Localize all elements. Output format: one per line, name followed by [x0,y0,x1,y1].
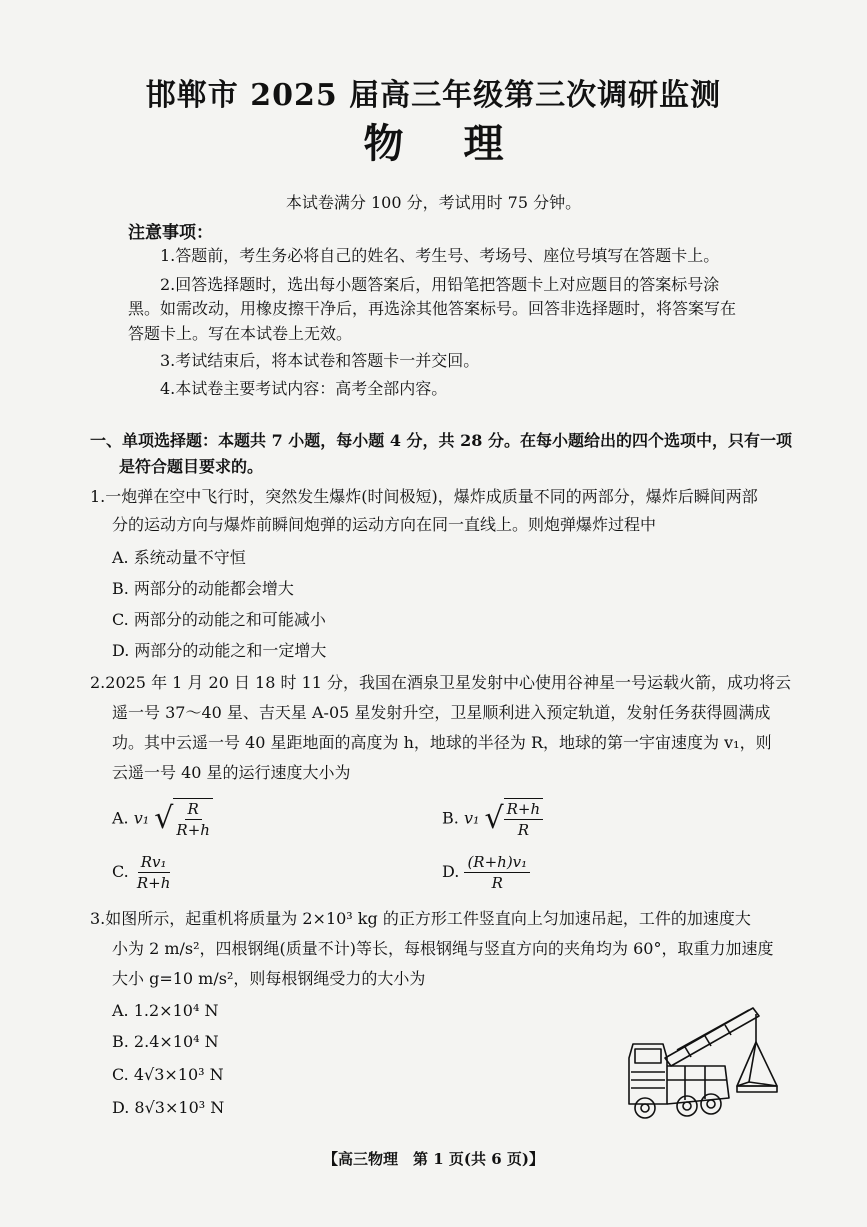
steel-ropes [737,1042,777,1086]
wheel-front [635,1098,655,1118]
q3-option-c: C. 4√3×10³ N [112,1065,224,1084]
notice-item-1: 1.答题前，考生务必将自己的姓名、考生号、考场号、座位号填写在答题卡上。 [160,246,720,265]
notice-item-2-cont2: 答题卡上。写在本试卷上无效。 [128,324,353,343]
notice-item-3: 3.考试结束后，将本试卷和答题卡一并交回。 [160,351,480,370]
exam-info: 本试卷满分 100 分，考试用时 75 分钟。 [285,193,582,212]
section-heading: 一、单项选择题：本题共 7 小题，每小题 4 分，共 28 分。在每小题给出的四个选项中，只有一项 [90,431,792,450]
notice-item-4: 4.本试卷主要考试内容：高考全部内容。 [160,379,448,398]
sqrt-symbol: √ $\frac{R}{R+h}$ [154,798,213,840]
q3-option-b: B. 2.4×10⁴ N [112,1032,219,1051]
q1-stem: 1.一炮弹在空中飞行时，突然发生爆炸(时间极短)，爆炸成质量不同的两部分，爆炸后瞬间两部 [90,487,758,506]
q1-option-b: B. 两部分的动能都会增大 [112,579,294,598]
q3-stem-cont1: 小为 2 m/s²，四根钢绳(质量不计)等长，每根钢绳与竖直方向的夹角均为 60°，取重力加速度 [112,939,774,958]
notice-heading: 注意事项： [128,223,213,243]
q2-stem: 2.2025 年 1 月 20 日 18 时 11 分，我国在酒泉卫星发射中心使用谷神星一号运载火箭，成功将云 [90,673,792,692]
page-footer: 【高三物理 第 1 页(共 6 页)】 [323,1150,544,1168]
q2-option-c: C. $\frac{\text{Rv₁}}{R+h}$ [112,853,171,892]
q1-option-c: C. 两部分的动能之和可能减小 [112,610,326,629]
q3-option-a: A. 1.2×10⁴ N [112,1001,219,1020]
q2-option-a: A. v₁ √ $\frac{R}{R+h}$ [112,798,213,840]
q2-stem-cont3: 云遥一号 40 星的运行速度大小为 [112,763,351,782]
wheel-mid [677,1096,697,1116]
q3-stem-cont2: 大小 g=10 m/s²，则每根钢绳受力的大小为 [112,969,426,988]
q1-stem-cont: 分的运动方向与爆炸前瞬间炮弹的运动方向在同一直线上。则炮弹爆炸过程中 [112,515,657,534]
q2-stem-cont2: 功。其中云遥一号 40 星距地面的高度为 h，地球的半径为 R，地球的第一宇宙速度为 v₁，则 [112,733,772,752]
square-workpiece [737,1086,777,1092]
subject-title: 物理 [363,120,564,167]
sqrt-symbol: √ $\frac{R+h}{R}$ [484,798,543,840]
q2-option-b: B. v₁ √ $\frac{R+h}{R}$ [442,798,543,840]
exam-title: 邯郸市 2025 届高三年级第三次调研监测 [145,78,722,113]
q2-stem-cont1: 遥一号 37～40 星、吉天星 A-05 星发射升空，卫星顺利进入预定轨道，发射任务获得圆满成 [112,703,771,722]
q3-option-d: D. 8√3×10³ N [112,1098,225,1117]
notice-item-2: 2.回答选择题时，选出每小题答案后，用铅笔把答题卡上对应题目的答案标号涂 [160,275,720,294]
crane-boom [665,1008,759,1066]
notice-item-2-cont: 黑。如需改动，用橡皮擦干净后，再选涂其他答案标号。回答非选择题时，将答案写在 [128,299,737,318]
crane-truck-figure [625,1000,790,1130]
q1-option-d: D. 两部分的动能之和一定增大 [112,641,327,660]
q1-option-a: A. 系统动量不守恒 [112,548,246,567]
q3-stem: 3.如图所示，起重机将质量为 2×10³ kg 的正方形工件竖直向上匀加速吊起，工件的加速度大 [90,909,751,928]
wheel-rear [701,1094,721,1114]
section-heading-cont: 是符合题目要求的。 [119,457,264,476]
q2-option-d: D. $\frac{\text{(R+h)v₁}}{R}$ [442,852,530,893]
